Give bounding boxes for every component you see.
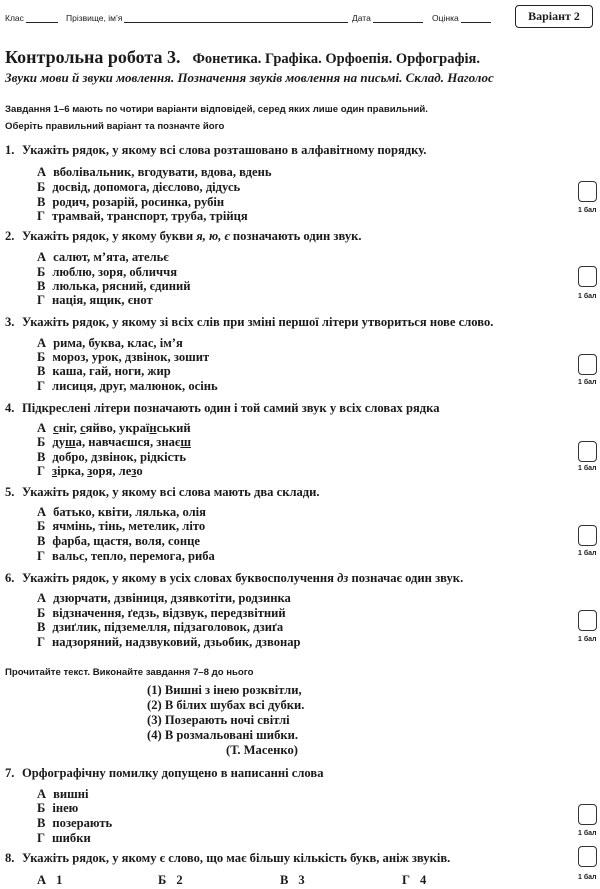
option-text <box>52 379 218 393</box>
text-segment: люблю, зоря, обличчя <box>52 265 178 279</box>
option-letter: А <box>37 250 47 264</box>
title-main: Контрольна робота 3. <box>5 47 181 67</box>
option-letter: В <box>37 620 46 634</box>
option-letter: А <box>37 336 47 350</box>
score-label: 1 бал <box>578 207 597 214</box>
text-segment: ніг, <box>58 421 81 435</box>
text-segment: оря, ле <box>92 464 132 478</box>
text-segment: о <box>136 464 143 478</box>
underlined-letter: с <box>80 421 86 435</box>
name-label: Прізвище, ім’я <box>66 13 123 23</box>
question-number: 7. <box>5 766 15 780</box>
date-blank[interactable] <box>373 13 423 23</box>
text-segment: вальс, тепло, перемога, риба <box>52 549 215 563</box>
name-field[interactable] <box>66 13 348 23</box>
option-text <box>298 873 304 887</box>
text-segment: рима, буква, клас, ім’я <box>53 336 183 350</box>
option-text <box>52 435 191 449</box>
question-text <box>22 485 320 500</box>
score-label: 1 бал <box>578 830 597 837</box>
text-segment: люлька, рясний, єдиний <box>52 279 191 293</box>
grade-field[interactable] <box>432 13 491 23</box>
class-blank[interactable] <box>26 13 58 23</box>
answer-option[interactable] <box>37 871 62 889</box>
question-text <box>22 143 426 158</box>
text-segment: лисиця, друг, малюнок, осінь <box>52 379 218 393</box>
class-field[interactable] <box>5 13 58 23</box>
option-letter: В <box>37 364 46 378</box>
text-segment: позначають один звук. <box>229 229 362 243</box>
text-segment: звінок, рі <box>97 450 151 464</box>
text-segment: Укажіть рядок, у якому всі слова мають два склади. <box>22 485 320 499</box>
page-title <box>5 47 480 68</box>
score-label: 1 бал <box>578 636 597 643</box>
instruction-line-1: Завдання 1–6 мають по чотири варіанти відповідей, серед яких лише один правильний. <box>5 104 428 115</box>
text-segment: мороз, урок, дзвінок, зошит <box>52 350 210 364</box>
text-segment: Укажіть рядок, у якому є слово, що має більшу кількість букв, аніж звуків. <box>22 851 451 865</box>
answer-box[interactable] <box>578 266 597 287</box>
text-segment: салют, м’ята, ательє <box>53 250 169 264</box>
option-letter: В <box>280 873 289 887</box>
answer-box[interactable] <box>578 181 597 202</box>
option-text <box>52 620 283 634</box>
option-letter: Г <box>402 873 411 887</box>
option-letter: В <box>37 279 46 293</box>
option-letter: Б <box>37 606 46 620</box>
instruction-line-2: Оберіть правильний варіант та позначте його <box>5 121 225 132</box>
poem-line: (1) Вишні з інею розквітли, <box>147 683 302 697</box>
answer-box[interactable] <box>578 354 597 375</box>
italic-text: я, ю, є <box>196 229 230 243</box>
text-segment: надзоряний, надзвуковий, дзьобик, дзвонар <box>52 635 301 649</box>
title-topic: Фонетика. Графіка. Орфоепія. Орфографія. <box>192 51 480 67</box>
text-segment: Укажіть рядок, у якому зі всіх слів при зміні першої літери утвориться нове слово. <box>22 315 494 329</box>
text-segment: Укажіть рядок, у якому букви <box>22 229 197 243</box>
option-letter: А <box>37 165 47 179</box>
class-label: Клас <box>5 13 24 23</box>
option-letter: Г <box>37 379 46 393</box>
text-segment: трамвай, транспорт, труба, трійця <box>52 209 248 223</box>
text-segment: 3 <box>298 873 305 887</box>
score-label: 1 бал <box>578 550 597 557</box>
option-text <box>52 549 215 563</box>
option-letter: А <box>37 787 47 801</box>
question-text <box>22 851 450 866</box>
text-segment: відзначення, ґедзь, відзвук, передзвітний <box>52 606 286 620</box>
option-text <box>53 591 291 605</box>
score-label: 1 бал <box>578 379 597 386</box>
question-text <box>22 401 440 416</box>
poem-author: (Т. Масенко) <box>226 743 298 757</box>
question-number: 2. <box>5 229 15 243</box>
question-text <box>22 229 362 244</box>
variant-badge: Варіант 2 <box>515 5 593 28</box>
option-letter: Б <box>37 801 46 815</box>
answer-option[interactable] <box>37 462 143 480</box>
option-letter: В <box>37 450 46 464</box>
option-letter: А <box>37 505 47 519</box>
answer-box[interactable] <box>578 610 597 631</box>
poem-line: (4) В розмальовані шибки. <box>147 728 299 742</box>
option-letter: Б <box>37 180 46 194</box>
answer-option[interactable] <box>37 377 218 395</box>
answer-option[interactable] <box>280 871 305 889</box>
option-text <box>52 534 200 548</box>
question-number: 8. <box>5 851 15 865</box>
text-segment: Підкреслені літери позначають один і той самий звук у всіх словах рядка <box>22 401 440 415</box>
text-segment: ду <box>52 435 65 449</box>
question-number: 4. <box>5 401 15 415</box>
option-text <box>52 209 248 223</box>
answer-option[interactable] <box>37 207 248 225</box>
option-letter: Б <box>37 435 46 449</box>
text-segment: 1 <box>56 873 63 887</box>
option-text <box>52 464 143 478</box>
italic-text: дз <box>337 571 349 585</box>
text-segment: обро, <box>58 450 91 464</box>
text-segment: ячмінь, тінь, метелик, літо <box>52 519 206 533</box>
option-letter: Б <box>158 873 167 887</box>
option-letter: Г <box>37 464 46 478</box>
poem-line: (3) Позерають ночі світлі <box>147 713 290 727</box>
reading-instruction: Прочитайте текст. Виконайте завдання 7–8 до нього <box>5 667 254 678</box>
option-letter: А <box>37 421 47 435</box>
option-text <box>52 801 78 815</box>
name-blank[interactable] <box>124 13 348 23</box>
underlined-letter: с <box>53 421 59 435</box>
answer-option[interactable] <box>37 633 301 651</box>
text-segment: Укажіть рядок, у якому в усіх словах буквосполучення <box>22 571 338 585</box>
text-segment: 4 <box>420 873 427 887</box>
underlined-letter: ш <box>65 435 76 449</box>
text-segment: шибки <box>52 831 91 845</box>
option-text <box>52 635 301 649</box>
text-segment: каша, гай, ноги, жир <box>52 364 171 378</box>
text-segment: Орфографічну помилку допущено в написанні слова <box>22 766 324 780</box>
grade-label: Оцінка <box>432 13 459 23</box>
text-segment: ський <box>156 421 191 435</box>
answer-option[interactable] <box>402 871 426 889</box>
text-segment: дзиґлик, підземелля, підзаголовок, дзиґа <box>52 620 284 634</box>
option-letter: Б <box>37 265 46 279</box>
option-letter: А <box>37 591 47 605</box>
text-segment: ірка, <box>57 464 88 478</box>
poem-line: (2) В білих шубах всі дубки. <box>147 698 305 712</box>
option-letter: Г <box>37 209 46 223</box>
score-label: 1 бал <box>578 465 597 472</box>
option-text <box>52 816 112 830</box>
question-text <box>22 315 493 330</box>
text-segment: інею <box>52 801 79 815</box>
answer-option[interactable] <box>37 829 91 847</box>
option-letter: Г <box>37 635 46 649</box>
score-label: 1 бал <box>578 874 597 881</box>
option-letter: В <box>37 816 46 830</box>
text-segment: позначає один звук. <box>348 571 464 585</box>
option-text <box>53 250 169 264</box>
question-number: 6. <box>5 571 15 585</box>
text-segment: батько, квіти, лялька, олія <box>53 505 206 519</box>
option-text <box>52 180 240 194</box>
option-text <box>52 364 170 378</box>
option-letter: В <box>37 195 46 209</box>
answer-box[interactable] <box>578 804 597 825</box>
text-segment: вболівальник, вгодувати, вдова, вдень <box>53 165 272 179</box>
answer-option[interactable] <box>37 547 215 565</box>
option-text <box>56 873 62 887</box>
question-number: 5. <box>5 485 15 499</box>
underlined-letter: з <box>87 464 93 478</box>
question-number: 3. <box>5 315 15 329</box>
answer-box[interactable] <box>578 525 597 546</box>
text-segment: дзюрчати, дзвіниця, дзявкотіти, родзинка <box>53 591 291 605</box>
text-segment: досвід, допомога, дієслово, дідусь <box>52 180 241 194</box>
underlined-letter: д <box>150 450 157 464</box>
grade-blank[interactable] <box>461 13 491 23</box>
answer-option[interactable] <box>37 291 153 309</box>
underlined-letter: з <box>131 464 137 478</box>
option-letter: А <box>37 873 47 887</box>
answer-box[interactable] <box>578 441 597 462</box>
text-segment: фарба, щастя, воля, сонце <box>52 534 200 548</box>
score-label: 1 бал <box>578 293 597 300</box>
text-segment: яйво, украї <box>85 421 150 435</box>
option-letter: В <box>37 534 46 548</box>
question-text <box>22 571 463 586</box>
option-letter: Г <box>37 549 46 563</box>
question-text <box>22 766 324 781</box>
answer-box[interactable] <box>578 846 597 867</box>
underlined-letter: д <box>52 450 59 464</box>
underlined-letter: д <box>90 450 98 464</box>
option-text <box>420 873 426 887</box>
text-segment: Укажіть рядок, у якому всі слова розташовано в алфавітному порядку. <box>22 143 427 157</box>
answer-option[interactable] <box>158 871 183 889</box>
text-segment: нація, ящик, єнот <box>52 293 153 307</box>
text-segment: вишні <box>53 787 89 801</box>
option-letter: Г <box>37 293 46 307</box>
date-label: Дата <box>352 13 371 23</box>
date-field[interactable] <box>352 13 423 23</box>
text-segment: позерають <box>52 816 113 830</box>
text-segment: 2 <box>176 873 183 887</box>
text-segment: родич, розарій, росинка, рубін <box>52 195 225 209</box>
option-letter: Б <box>37 350 46 364</box>
underlined-letter: з <box>52 464 58 478</box>
option-text <box>176 873 182 887</box>
option-letter: Б <box>37 519 46 533</box>
option-letter: Г <box>37 831 46 845</box>
text-segment: а, навчаєшся, знає <box>75 435 181 449</box>
page-subtitle: Звуки мови й звуки мовлення. Позначення звуків мовлення на письмі. Склад. Наголос <box>5 70 494 85</box>
option-text <box>53 165 271 179</box>
question-number: 1. <box>5 143 15 157</box>
underlined-letter: н <box>149 421 157 435</box>
underlined-letter: ш <box>180 435 191 449</box>
text-segment: кість <box>156 450 187 464</box>
option-text <box>52 293 153 307</box>
option-text <box>52 831 91 845</box>
option-text <box>52 519 205 533</box>
